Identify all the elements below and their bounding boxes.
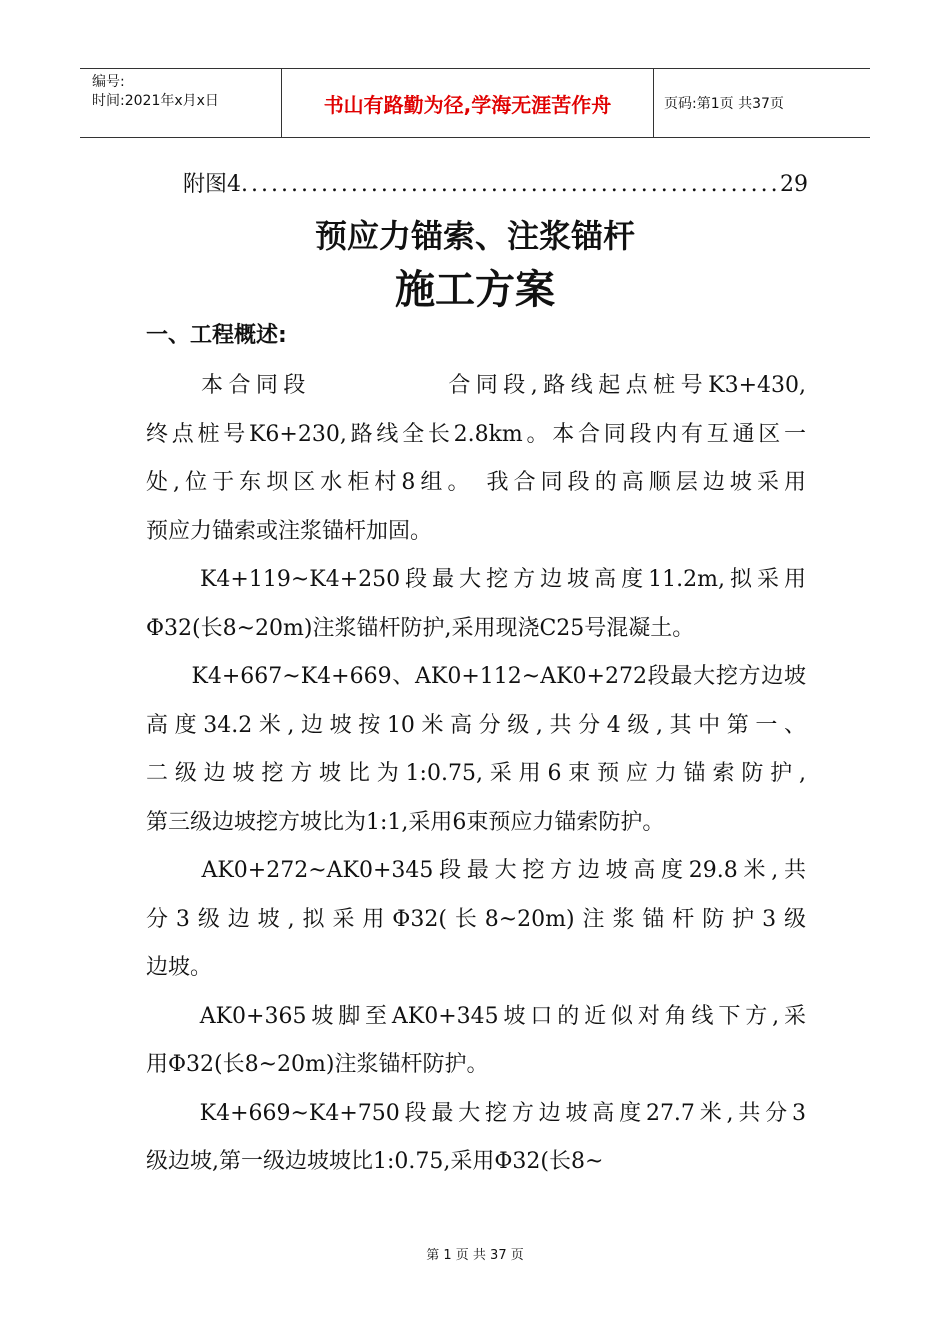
body-line: K4+119~K4+250段最大挖方边坡高度11.2m,拟采用 [146,567,806,592]
body-line: AK0+272~AK0+345段最大挖方边坡高度29.8米,共 [146,858,806,883]
header-page-info: 页码:第1页 共37页 [664,96,784,112]
body-line: AK0+365坡脚至AK0+345坡口的近似对角线下方,采 [146,1003,806,1029]
body-line: 二级边坡挖方坡比为1:0.75,采用6束预应力锚索防护, [146,761,806,786]
body-line: 用Φ32(长8~20m)注浆锚杆防护。 [146,1052,489,1077]
body-text [146,362,806,1187]
document-number-label: 编号: [92,74,125,90]
body-line: 终点桩号K6+230,路线全长2.8km。本合同段内有互通区一 [146,421,806,447]
header-motto: 书山有路勤为径,学海无涯苦作舟 [282,69,654,137]
document-title: 预应力锚索、注浆锚杆 [314,217,635,255]
body-line: 分3级边坡,拟采用Φ32(长8~20m)注浆锚杆防护3级 [146,906,806,932]
toc-entry-page: 29 [780,172,808,197]
page-footer: 第 1 页 共 37 页 [426,1248,524,1263]
body-line: 本合同段 合同段,路线起点桩号K3+430, [146,373,806,398]
body-line: Φ32(长8~20m)注浆锚杆防护,采用现浇C25号混凝土。 [146,615,695,641]
body-line: K4+669~K4+750段最大挖方边坡高度27.7米,共分3 [146,1100,806,1126]
body-line: 边坡。 [146,955,213,980]
toc-entry [183,168,808,202]
header-meta [80,69,282,137]
body-line: 处,位于东坝区水柜村8组。 我合同段的高顺层边坡采用 [146,470,806,495]
document-subtitle: 施工方案 [395,267,555,313]
section-heading: 一、工程概述: [146,323,287,348]
body-line: K4+667~K4+669、AK0+112~AK0+272段最大挖方边坡 [146,664,806,689]
page-header [80,68,870,138]
toc-leader-dots [241,168,780,202]
document-date: 时间:2021年x月x日 [92,93,219,109]
body-line: 第三级边坡挖方坡比为1:1,采用6束预应力锚索防护。 [146,809,665,835]
body-line: 预应力锚索或注浆锚杆加固。 [146,518,433,544]
body-line: 级边坡,第一级边坡坡比1:0.75,采用Φ32(长8~ [146,1149,604,1174]
body-line: 高度34.2米,边坡按10米高分级,共分4级,其中第一、 [146,712,806,738]
toc-entry-label: 附图4 [183,172,241,197]
